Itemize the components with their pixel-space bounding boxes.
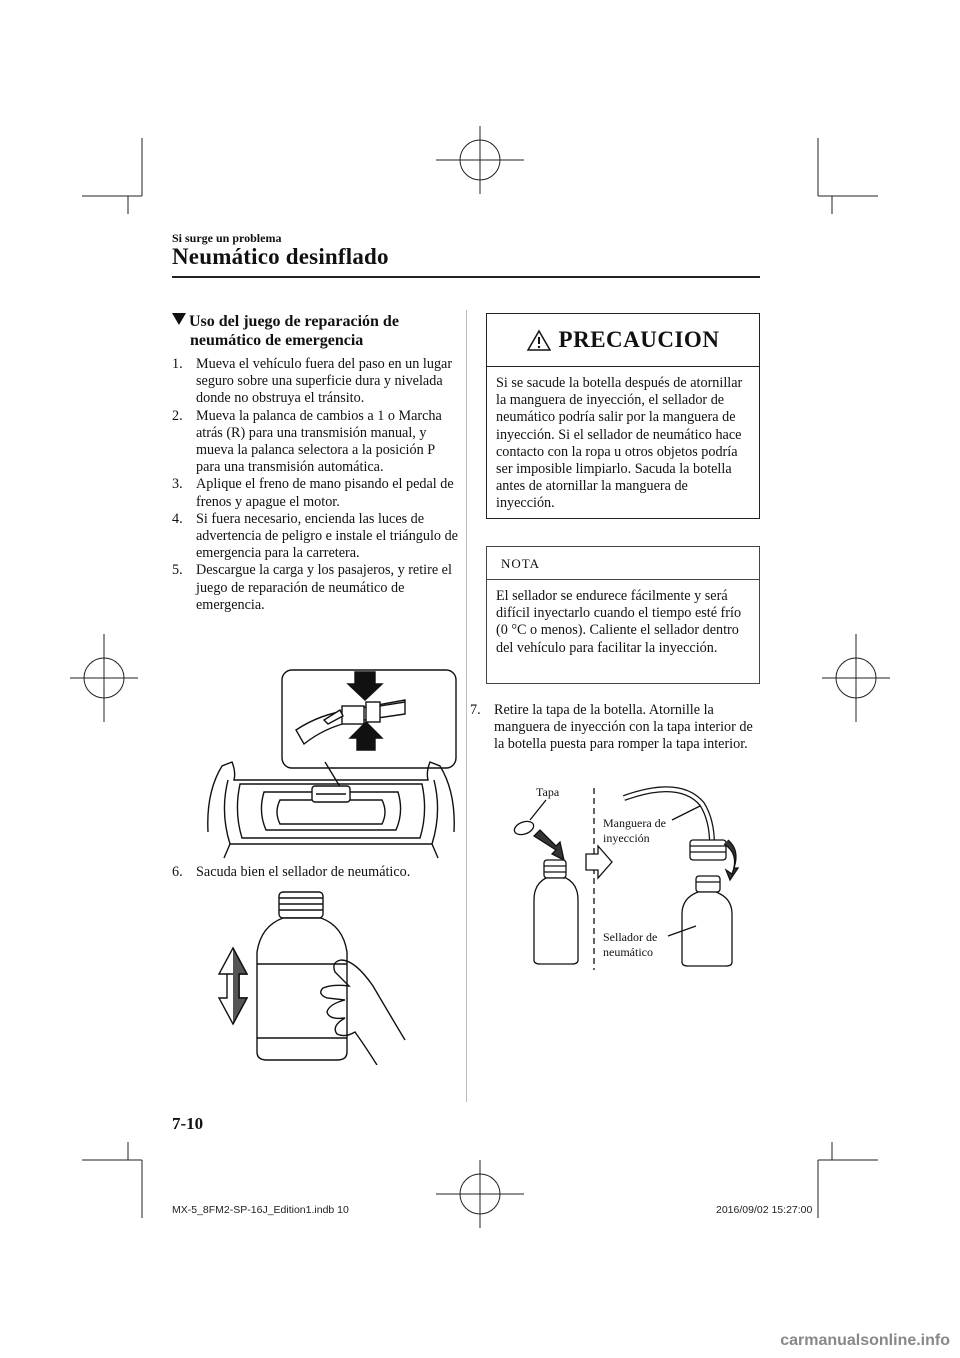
label-sellador-1: Sellador de [603,930,658,944]
note-title: NOTA [487,547,759,580]
trunk-kit-illustration [200,662,462,860]
column-divider [466,310,467,1102]
caution-title: PRECAUCION [558,327,720,352]
section-name: Si surge un problema [172,231,282,245]
step-text: Aplique el freno de mano pisando el pedal de frenos y apague el motor. [196,476,454,510]
triangle-down-icon [172,313,186,325]
step-1 [172,356,462,408]
footer-date: 2016/09/02 15:27:00 [716,1204,813,1216]
step-5 [172,562,462,614]
footer-file: MX-5_8FM2-SP-16J_Edition1.indb 10 [172,1204,349,1216]
caution-text: Si se sacude la botella después de atornillar la manguera de inyección, el sellador de neumático podría salir por la manguera de inyección. Si el sellador de neumático hace contacto con la ropa u otros objetos podría ser imposible limpiarlo. Sacuda la botella antes de atornillar la manguera de inyección. [496,375,743,512]
step-text: Descargue la carga y los pasajeros, y retire el juego de reparación de neumático de emergencia. [196,562,452,613]
subhead-line-1: Uso del juego de reparación de [189,313,399,330]
step-2 [172,408,462,477]
caution-header [487,314,759,367]
step-4 [172,511,462,563]
label-manguera-1: Manguera de [603,816,666,830]
step-text: Mueva el vehículo fuera del paso en un lugar seguro sobre una superficie dura y nivelada donde no obstruya el tránsito. [196,356,453,407]
step-7 [470,702,762,754]
page-title: Neumático desinflado [172,244,389,269]
steps-list [172,356,462,614]
label-manguera-2: inyección [603,831,650,845]
page-number: 7-10 [172,1114,204,1133]
step-text: Sacuda bien el sellador de neumático. [196,864,411,880]
header-rule [172,276,760,278]
note-box [486,546,760,684]
step-number: 2. [172,407,183,424]
step-text: Retire la tapa de la botella. Atornille la manguera de inyección con la tapa interior de la botella puesta para romper la tapa interior. [494,702,753,753]
label-tapa: Tapa [536,785,560,799]
subhead-line-2: neumático de emergencia [190,332,364,349]
warning-triangle-icon [527,329,551,351]
label-sellador-2: neumático [603,945,653,959]
step-text: Si fuera necesario, encienda las luces de advertencia de peligro e instale el triángulo de emergencia para la carretera. [196,510,458,562]
subsection-heading [172,312,462,350]
step-number: 7. [470,702,481,718]
watermark: carmanualsonline.info [780,1332,950,1349]
caution-box [486,313,760,519]
step-3 [172,476,462,510]
note-text: El sellador se endurece fácilmente y será difícil inyectarlo cuando el tiempo esté frío (0 °C o menos). Caliente el sellador dentro del vehículo para facilitar la inyección. [496,588,742,656]
step-number: 3. [172,476,183,493]
step-number: 1. [172,356,183,372]
step-number: 6. [172,864,183,880]
step-text: Mueva la palanca de cambios a 1 o Marcha atrás (R) para una transmisión manual, y mueva la palanca selectora a la posición P para una transmisión automática. [196,407,442,476]
step-number: 4. [172,510,183,527]
step-number: 5. [172,562,183,579]
shake-bottle-illustration [205,890,410,1065]
step-6 [172,864,462,881]
